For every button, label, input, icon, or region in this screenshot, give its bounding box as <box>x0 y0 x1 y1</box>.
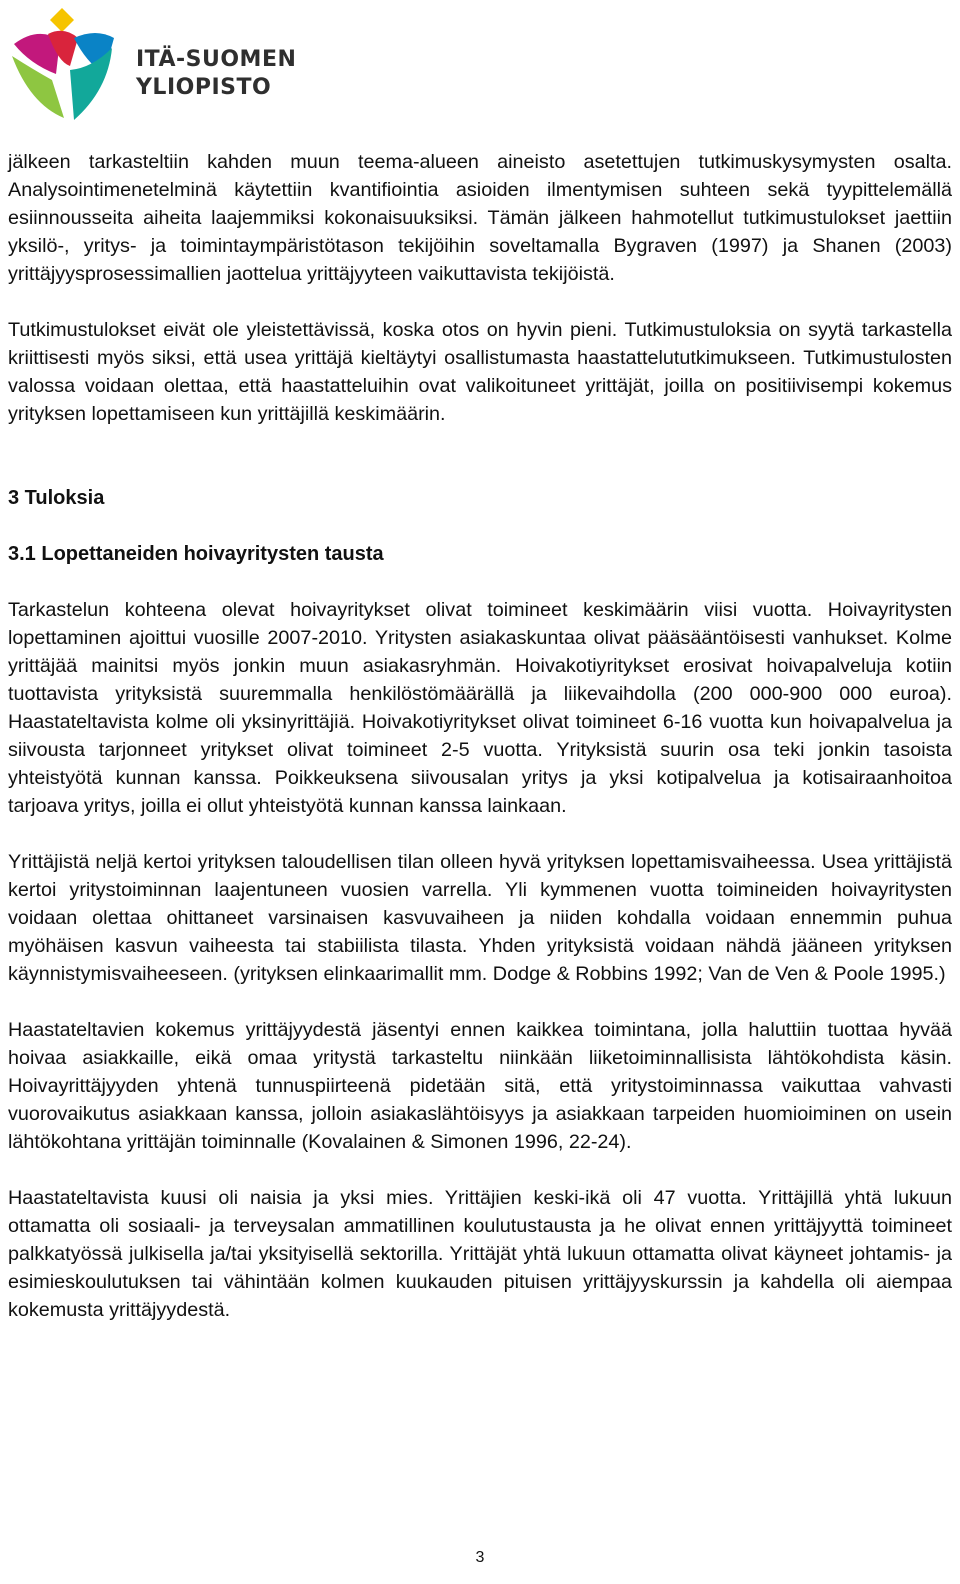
section-heading: 3 Tuloksia <box>8 487 105 509</box>
paragraph-5: Haastateltavien kokemus yrittäjyydestä jäsentyi ennen kaikkea toimintana, jolla haluttiin tuottaa hyvää hoivaa asiakkaille, eikä omaa yritystä tarkasteltu niinkään liiketoiminnallisista lähtökohdista käsin. Hoivayrittäjyyden yhtenä tunnuspiirteenä pidetään sitä, että yritystoiminnassa vaikuttaa vahvasti vuorovaikutus asiakkaan kanssa, jolloin asiakaslähtöisyys ja asiakkaan tarpeiden huomioiminen on usein lähtökohtana yrittäjän toiminnalle (Kovalainen & Simonen 1996, 22-24). <box>8 1019 952 1153</box>
paragraph-2: Tutkimustulokset eivät ole yleistettävissä, koska otos on hyvin pieni. Tutkimustuloksia on syytä tarkastella kriittisesti myös siksi, että usea yrittäjä kieltäytyi osallistumasta haastattelututkimukseen. Tutkimustulosten valossa voidaan olettaa, että haastatteluihin ovat valikoituneet yrittäjät, joilla on positiivisempi kokemus yrityksen lopettamiseen kun yrittäjillä keskimäärin. <box>8 319 952 425</box>
logo-line-2: YLIOPISTO <box>136 75 272 100</box>
paragraph-4: Yrittäjistä neljä kertoi yrityksen taloudellisen tilan olleen hyvä yrityksen lopettamisvaiheessa. Usea yrittäjistä kertoi yritystoiminnan laajentuneen vuosien varrella. Yli kymmenen vuotta toimineiden hoivayritysten voidaan olettaa ohittaneet varsinaisen kasvuvaiheen ja niiden kohdalla voidaan ennemmin puhua myöhäisen kasvun vaiheesta tai stabiilista tilasta. Yhden yrityksistä voidaan nähdä jääneen yrityksen käynnistymisvaiheeseen. (yrityksen elinkaarimallit mm. Dodge & Robbins 1992; Van de Ven & Poole 1995.) <box>8 851 952 985</box>
paragraph-3: Tarkastelun kohteena olevat hoivayritykset olivat toimineet keskimäärin viisi vuotta. Hoivayritysten lopettaminen ajoittui vuosille 2007-2010. Yritysten asiakaskuntaa olivat pääsääntöisesti vanhukset. Kolme yrittäjää mainitsi myös jonkin muun asiakasryhmän. Hoivakotiyritykset erosivat hoivapalveluja kotiin tuottavista yrityksistä suuremmalla henkilöstömäärällä ja liikevaihdolla (200 000-900 000 euroa). Haastateltavista kolme oli yksinyrittäjiä. Hoivakotiyritykset olivat toimineet 6-16 vuotta kun hoivapalvelua ja siivousta tarjonneet yritykset olivat toimineet 2-5 vuotta. Yrityksistä suurin osa teki jonkin tasoista yhteistyötä kunnan kanssa. Poikkeuksena siivousalan yritys ja yksi kotipalvelua ja kotisairaanhoitoa tarjoava yritys, joilla ei ollut yhteistyötä kunnan kanssa lainkaan. <box>8 599 952 817</box>
university-name <box>136 46 296 102</box>
university-logo-icon <box>8 4 126 122</box>
subsection-heading: 3.1 Lopettaneiden hoivayritysten tausta <box>8 543 384 565</box>
document-body <box>8 148 952 1324</box>
paragraph-1: jälkeen tarkasteltiin kahden muun teema-alueen aineisto asetettujen tutkimuskysymysten osalta. Analysointimenetelminä käytettiin kvantifiointia asioiden ilmentymisen suhteen sekä tyypittelemällä esiinnousseita aiheita laajemmiksi kokonaisuuksiksi. Tämän jälkeen hahmotellut tutkimustulokset jaettiin yksilö-, yritys- ja toimintaympäristötason tekijöihin soveltamalla Bygraven (1997) ja Shanen (2003) yrittäjyysprosessimallien jaottelua yrittäjyyteen vaikuttavista tekijöistä. <box>8 151 952 285</box>
logo-line-1: ITÄ-SUOMEN <box>136 47 297 72</box>
page-number: 3 <box>475 1549 485 1566</box>
paragraph-6: Haastateltavista kuusi oli naisia ja yksi mies. Yrittäjien keski-ikä oli 47 vuotta. Yrittäjillä yhtä lukuun ottamatta oli sosiaali- ja terveysalan ammatillinen koulutustausta ja he olivat ennen yrittäjyyttä toimineet palkkatyössä julkisella ja/tai yksityisellä sektorilla. Yrittäjät yhtä lukuun ottamatta olivat käyneet johtamis- ja esimieskoulutuksen tai vähintään kolmen kuukauden pituisen yrittäjyyskurssin ja kahdella oli aiempaa kokemusta yrittäjyydestä. <box>8 1187 952 1321</box>
page-header <box>8 4 368 124</box>
